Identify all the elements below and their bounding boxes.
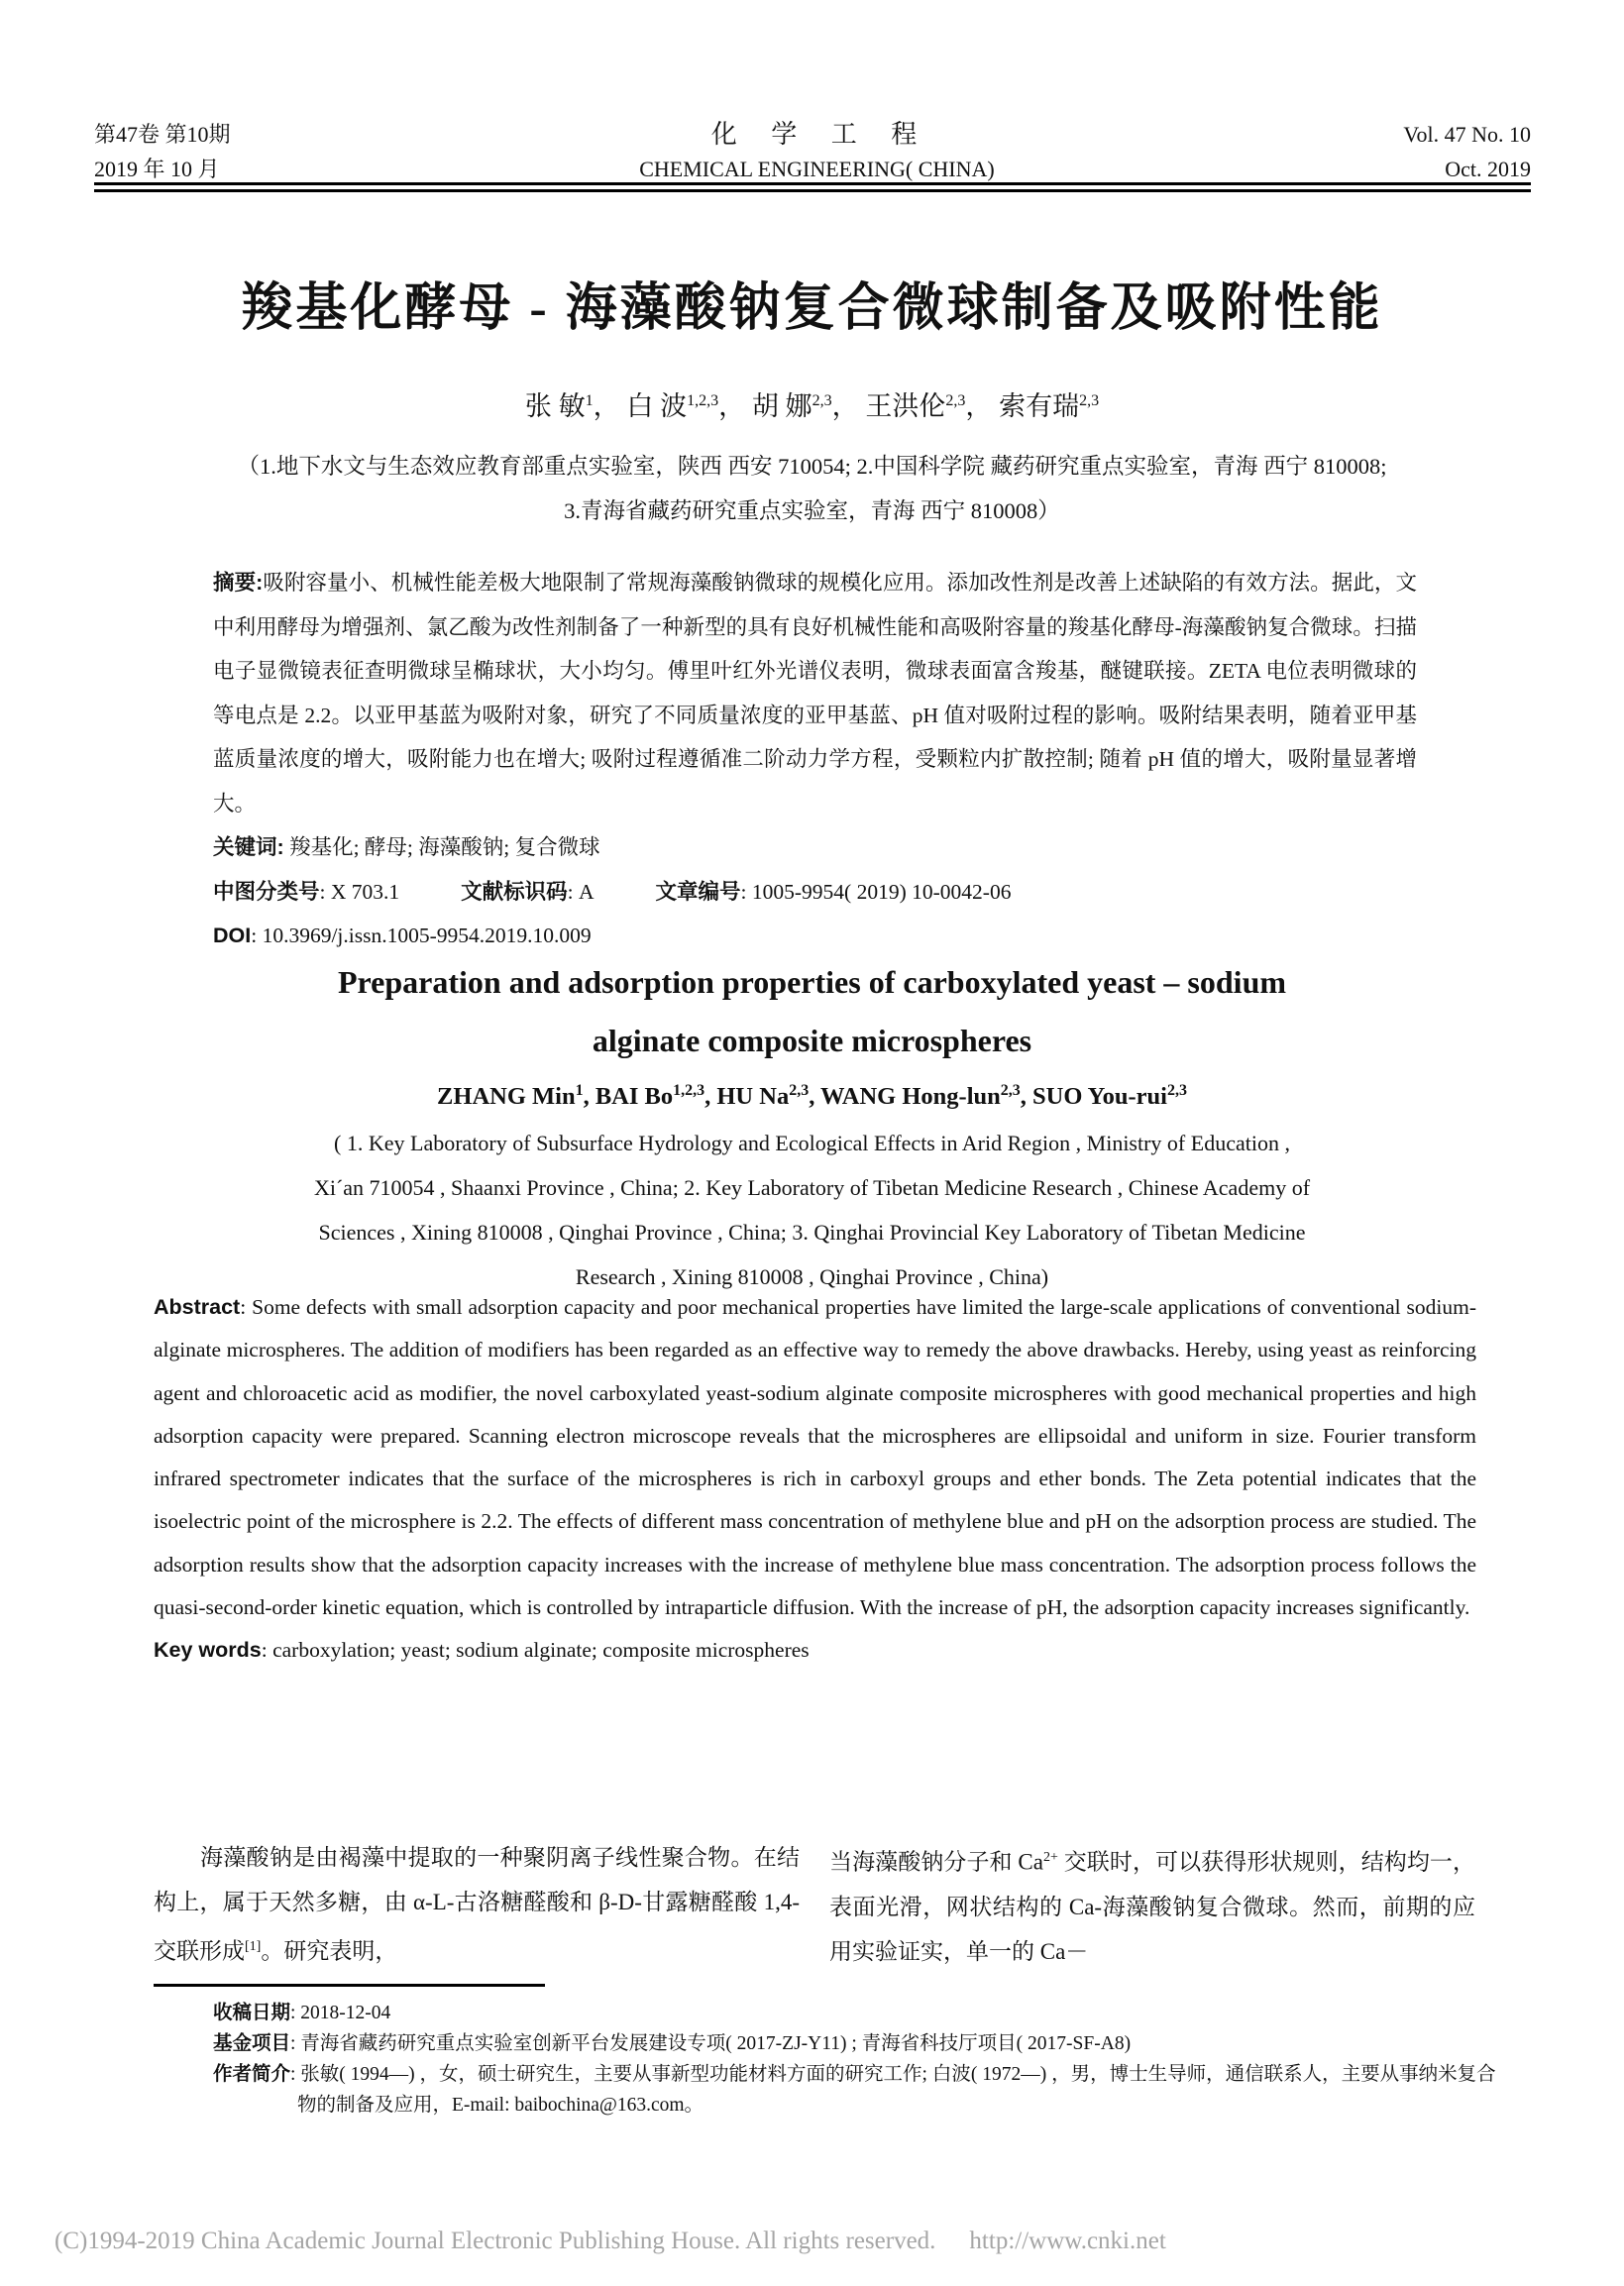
body-column-right	[829, 1835, 1475, 1974]
paper-title-cn: 羧基化酵母 - 海藻酸钠复合微球制备及吸附性能	[241, 280, 1383, 337]
author-cn: 索有瑞$^{2,3}$	[999, 391, 1100, 421]
author-cn: 白 波$^{1,2,3}$	[626, 391, 719, 421]
doi-label: DOI	[213, 924, 252, 947]
journal-name-cn: 化 学 工 程	[710, 120, 923, 149]
header-issue-info	[94, 117, 231, 186]
abstract-en-text: Some defects with small adsorption capacity and poor mechanical properties have limited the large-scale applications of conventional sodium-alginate microspheres. The addition of modifiers has been regarded as an effective way to remedy the above drawbacks. Hereby, using yeast as reinforcing agent and chloroacetic acid as modifier, the novel carboxylated yeast-sodium alginate composite microspheres with good mechanical properties and high adsorption capacity were prepared. Scanning electron microscope reveals that the microspheres are ellipsoidal and uniform in size. Fourier transform infrared spectrometer indicates that the surface of the microspheres is rich in carboxyl groups and ether bonds. The Zeta potential indicates that the isoelectric point of the microsphere is 2.2. The effects of different mass concentration of methylene blue and pH on the adsorption process are studied. The adsorption results show that the adsorption capacity increases with the increase of methylene blue mass concentration. The adsorption process follows the quasi-second-order kinetic equation, which is controlled by intraparticle diffusion. With the increase of pH, the adsorption capacity increases significantly.	[154, 1295, 1476, 1620]
abstract-en-label: Abstract	[154, 1295, 241, 1319]
journal-header	[94, 117, 1531, 186]
header-volume-info	[1403, 117, 1531, 186]
author-cn: 张 敏$^1$	[524, 391, 594, 421]
affiliation-en: ( 1. Key Laboratory of Subsurface Hydrology and Ecological Effects in Arid Region , Ministry of Education , Xi´an 710054 , Shaanxi Province , China; 2. Key Laboratory of Tibetan Medicine Research , Chinese Academy of Sciences , Xining 810008 , Qinghai Province , China; 3. Qinghai Provincial Key Laboratory of Tibetan Medicine Research , Xining 810008 , Qinghai Province , China)	[313, 1131, 1311, 1290]
paper-title-en: Preparation and adsorption properties of carboxylated yeast – sodium alginate composite microspheres	[337, 964, 1287, 1058]
copyright-url: http://www.cnki.net	[969, 2228, 1166, 2254]
doi-value: : 10.3969/j.issn.1005-9954.2019.10.009	[251, 924, 592, 947]
author-cn: 王洪伦$^{2,3}$	[865, 391, 966, 421]
author-cn: 胡 娜$^{2,3}$	[751, 391, 832, 421]
copyright-text: (C)1994-2019 China Academic Journal Electronic Publishing House. All rights reserved.	[54, 2228, 936, 2254]
authors-cn: 张 敏$^1$， 白 波$^{1,2,3}$， 胡 娜$^{2,3}$， 王洪伦$^{2,3}$， 索有瑞$^{2,3}$	[524, 391, 1100, 421]
citation-ref: [1]	[245, 1939, 262, 1954]
authors-en: ZHANG Min$^1$, BAI Bo$^{1,2,3}$, HU Na$^{2,3}$, WANG Hong-lun$^{2,3}$, SUO You-rui$^{2,3}$	[437, 1082, 1187, 1111]
clc-label: 中图分类号	[213, 879, 320, 904]
footnote-rule	[154, 1984, 545, 1987]
abstract-cn-label: 摘要	[213, 571, 257, 595]
copyright-notice	[54, 2228, 1580, 2255]
affiliation-cn-line2: 3.青海省藏药研究重点实验室，青海 西宁 810008）	[564, 498, 1060, 523]
volume-issue-cn: 第47卷 第10期	[94, 122, 231, 147]
body-columns	[154, 1835, 1476, 1974]
funding-note: 基金项目: 青海省藏药研究重点实验室创新平台发展建设专项( 2017-ZJ-Y11) ; 青海省科技厅项目( 2017-SF-A8)	[213, 2032, 1132, 2054]
date-en: Oct. 2019	[1445, 157, 1531, 181]
doc-code-value: : A	[567, 879, 595, 904]
author-en: WANG Hong-lun$^{2,3}$	[820, 1082, 1021, 1111]
journal-name	[639, 117, 994, 186]
header-double-rule	[94, 182, 1531, 192]
abstract-cn: 摘要:吸附容量小、机械性能差极大地限制了常规海藻酸钠微球的规模化应用。添加改性剂是改善上述缺陷的有效方法。据此，文中利用酵母为增强剂、氯乙酸为改性剂制备了一种新型的具有良好机械性能和高吸附容量的羧基化酵母-海藻酸钠复合微球。扫描电子显微镜表征查明微球呈椭球状，大小均匀。傅里叶红外光谱仪表明，微球表面富含羧基，醚键联接。ZETA 电位表明微球的等电点是 2.2。以亚甲基蓝为吸附对象，研究了不同质量浓度的亚甲基蓝、pH 值对吸附过程的影响。吸附结果表明，随着亚甲基蓝质量浓度的增大，吸附能力也在增大; 吸附过程遵循准二阶动力学方程，受颗粒内扩散控制; 随着 pH 值的增大，吸附量显著增大。	[213, 571, 1417, 816]
body-column-left	[154, 1835, 800, 1974]
classification-row	[213, 870, 1417, 915]
author-bio: 作者简介: 张敏( 1994—) ，女，硕士研究生，主要从事新型功能材料方面的研究工作; 白波( 1972—) ，男，博士生导师，通信联系人，主要从事纳米复合物的制备及应用，E-mail: baibochina@163.com。	[213, 2063, 1496, 2116]
author-en: BAI Bo$^{1,2,3}$	[595, 1082, 705, 1111]
volume-issue-en: Vol. 47 No. 10	[1403, 122, 1531, 147]
author-en: HU Na$^{2,3}$	[716, 1082, 810, 1111]
body-paragraph-right: 当海藻酸钠分子和 $Ca^{2+}$ 交联时，可以获得形状规则，结构均一，表面光滑，网状结构的 Ca-海藻酸钠复合微球。然而，前期的应用实验证实，单一的 Ca－	[829, 1849, 1475, 1964]
article-id-label: 文章编号	[655, 879, 741, 904]
clc-value: : X 703.1	[319, 879, 400, 904]
abstract-cn-text: 吸附容量小、机械性能差极大地限制了常规海藻酸钠微球的规模化应用。添加改性剂是改善上述缺陷的有效方法。据此，文中利用酵母为增强剂、氯乙酸为改性剂制备了一种新型的具有良好机械性能和高吸附容量的羧基化酵母-海藻酸钠复合微球。扫描电子显微镜表征查明微球呈椭球状，大小均匀。傅里叶红外光谱仪表明，微球表面富含羧基，醚键联接。ZETA 电位表明微球的等电点是 2.2。以亚甲基蓝为吸附对象，研究了不同质量浓度的亚甲基蓝、pH 值对吸附过程的影响。吸附结果表明，随着亚甲基蓝质量浓度的增大，吸附能力也在增大; 吸附过程遵循准二阶动力学方程，受颗粒内扩散控制; 随着 pH 值的增大，吸附量显著增大。	[213, 571, 1417, 816]
author-en: SUO You-rui$^{2,3}$	[1032, 1082, 1187, 1111]
keywords-cn: 关键词: 羧基化; 酵母; 海藻酸钠; 复合微球	[213, 835, 600, 859]
footnotes	[154, 1998, 1501, 2121]
article-id-value: : 1005-9954( 2019) 10-0042-06	[740, 879, 1012, 904]
doc-code-label: 文献标识码	[461, 879, 568, 904]
english-head	[74, 953, 1550, 1299]
body-paragraph-left: 海藻酸钠是由褐藻中提取的一种聚阴离子线性聚合物。在结构上，属于天然多糖，由 α-L-古洛糖醛酸和 β-D-甘露糖醛酸 1,4-交联形成[1]。研究表明，	[154, 1845, 800, 1964]
abstract-en-block	[154, 1286, 1476, 1673]
affiliation-cn	[0, 444, 1624, 533]
journal-name-en: CHEMICAL ENGINEERING( CHINA)	[639, 157, 995, 181]
keywords-en: Key words: carboxylation; yeast; sodium alginate; composite microspheres	[154, 1638, 810, 1663]
date-cn: 2019 年 10 月	[94, 157, 220, 181]
doi-row	[213, 914, 1417, 958]
abstract-en: Abstract: Some defects with small adsorption capacity and poor mechanical properties have limited the large-scale applications of conventional sodium-alginate microspheres. The addition of modifiers has been regarded as an effective way to remedy the above drawbacks. Hereby, using yeast as reinforcing agent and chloroacetic acid as modifier, the novel carboxylated yeast-sodium alginate composite microspheres with good mechanical properties and high adsorption capacity were prepared. Scanning electron microscope reveals that the microspheres are ellipsoidal and uniform in size. Fourier transform infrared spectrometer indicates that the surface of the microspheres is rich in carboxyl groups and ether bonds. The Zeta potential indicates that the isoelectric point of the microsphere is 2.2. The effects of different mass concentration of methylene blue and pH on the adsorption process are studied. The adsorption results show that the adsorption capacity increases with the increase of methylene blue mass concentration. The adsorption process follows the quasi-second-order kinetic equation, which is controlled by intraparticle diffusion. With the increase of pH, the adsorption capacity increases significantly.	[154, 1295, 1476, 1620]
abstract-cn-block	[213, 561, 1417, 958]
affiliation-cn-line1: （1.地下水文与生态效应教育部重点实验室，陕西 西安 710054; 2.中国科学院 藏药研究重点实验室，青海 西宁 810008;	[237, 454, 1387, 479]
received-date: 收稿日期: 2018-12-04	[213, 2002, 391, 2023]
author-en: ZHANG Min$^1$	[437, 1082, 584, 1111]
